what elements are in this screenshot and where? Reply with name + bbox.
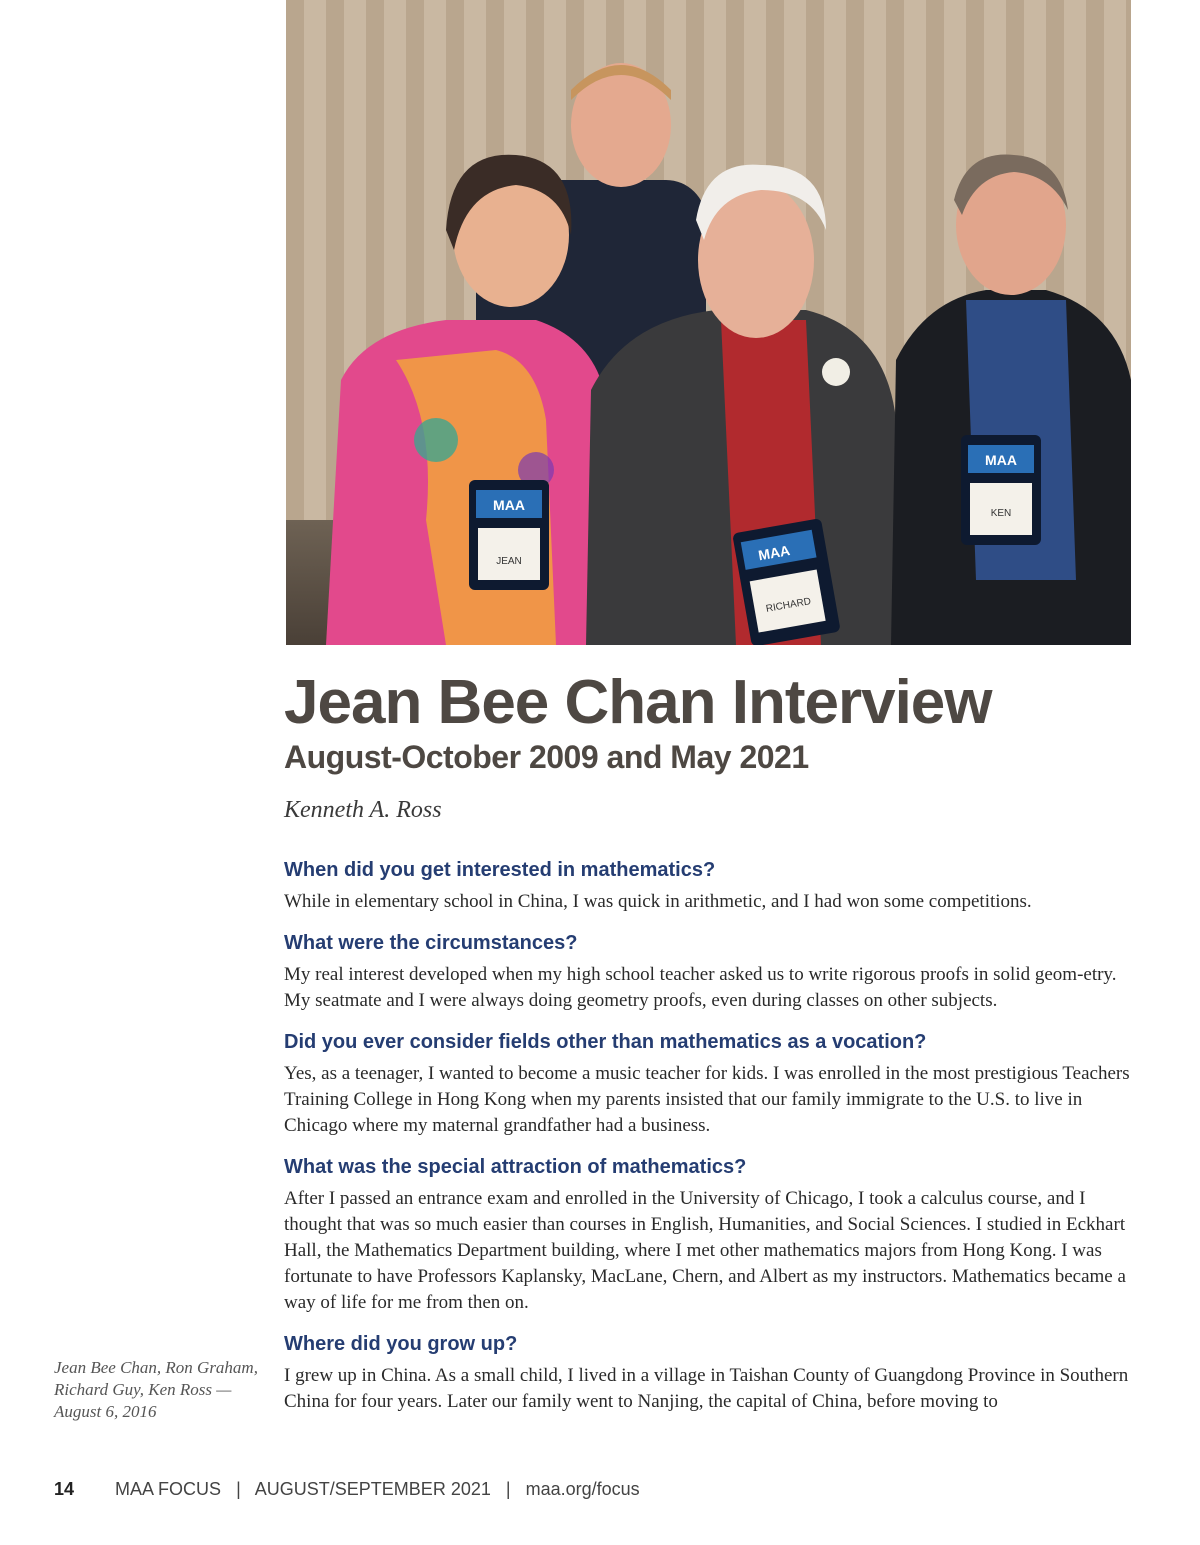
footer-separator: | [236, 1479, 241, 1499]
answer-5: I grew up in China. As a small child, I lived in a village in Taishan County of Guangdong Province in Southern China for four years. Later our family went to Nanjing, the capital of China, before moving to [284, 1365, 1129, 1412]
footer-separator: | [505, 1479, 511, 1499]
issue-date: AUGUST/SEPTEMBER 2021 [254, 1479, 491, 1499]
article-subtitle: August-October 2009 and May 2021 [284, 739, 809, 775]
badge-maa-ken: MAA [985, 452, 1017, 468]
question-2: What were the circumstances? [284, 932, 578, 954]
answer-2: My real interest developed when my high school teacher asked us to write rigorous proofs in solid geom-etry. My seatmate and I were always doing geometry proofs, even during classes on other subjects. [284, 964, 1117, 1011]
question-5: Where did you grow up? [284, 1333, 518, 1355]
badge-maa-jean: MAA [493, 497, 525, 513]
magazine-name: MAA FOCUS [115, 1479, 222, 1499]
group-photo-illustration [286, 0, 1131, 645]
page-number: 14 [54, 1479, 75, 1499]
badge-maa-richard: MAA [756, 542, 792, 564]
answer-3: Yes, as a teenager, I wanted to become a music teacher for kids. I was enrolled in the most prestigious Teachers Training College in Hong Kong when my parents insisted that our family immigrate to the U.S. to live in Chicago where my maternal grandfather had a business. [284, 1063, 1130, 1136]
photo-caption: Jean Bee Chan, Ron Graham, Richard Guy, Ken Ross — August 6, 2016 [54, 1358, 258, 1421]
article-author: Kenneth A. Ross [284, 797, 442, 823]
question-4: What was the special attraction of mathematics? [284, 1156, 747, 1178]
answer-1: While in elementary school in China, I was quick in arithmetic, and I had won some competitions. [284, 891, 1032, 912]
page-footer [54, 1479, 640, 1500]
question-1: When did you get interested in mathematics? [284, 859, 716, 881]
answer-4: After I passed an entrance exam and enrolled in the University of Chicago, I took a calculus course, and I thought that was so much easier than courses in English, Humanities, and Social Sciences. I studied in Eckhart Hall, the Mathematics Department building, where I met other mathematics majors from Hong Kong. I was fortunate to have Professors Kaplansky, MacLane, Chern, and Albert as my instructors. Mathematics became a way of life for me from then on. [284, 1188, 1126, 1313]
name-tag-jean: JEAN [496, 556, 522, 567]
name-tag-ken: KEN [990, 508, 1012, 519]
article-header [284, 667, 1144, 775]
question-3: Did you ever consider fields other than mathematics as a vocation? [284, 1031, 927, 1053]
group-photo [286, 0, 1131, 645]
interview-body [284, 855, 1134, 1428]
name-tag-richard: RICHARD [765, 596, 812, 615]
article-title: Jean Bee Chan Interview [284, 668, 992, 737]
footer-url: maa.org/focus [525, 1479, 640, 1499]
